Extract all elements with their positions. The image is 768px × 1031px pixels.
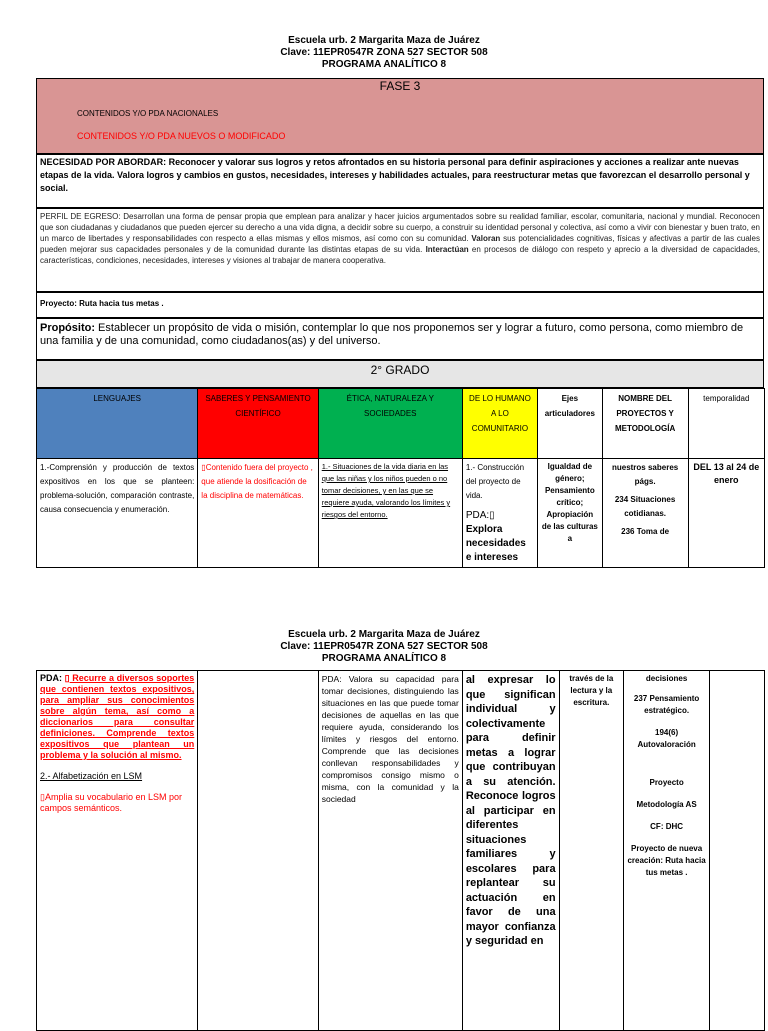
- necesidad-section: NECESIDAD POR ABORDAR: Reconocer y valorar sus logros y retos afrontados en su historia personal para definir aspiraciones y acciones a realizar ante nuevas etapas de la vida. Valora logros y cambios en gustos, necesidades, intereses y habilidades actuales, para reestructurar metas que favorezcan el desarrollo personal y social.: [36, 154, 764, 208]
- p2-cell-saberes: [198, 671, 318, 1031]
- column-header-saberes: SABERES Y PENSAMIENTO CIENTÍFICO: [198, 389, 318, 459]
- humano-pda-label: PDA:: [465, 510, 490, 521]
- perfil-text-3: en procesos de diálogo con respeto y aprecio a la diversidad de capacidades, características, condiciones, necesidades, intereses y visiones al trabajar de manera cooperativa.: [40, 245, 760, 265]
- cell-humano: [462, 459, 537, 568]
- nombre-line-2: 234 Situaciones cotidianas.: [614, 495, 676, 518]
- box-glyph-icon: ▯: [201, 463, 206, 472]
- p2-lenguajes-pda: [40, 673, 194, 761]
- proposito-label: Propósito:: [40, 322, 95, 334]
- p2-lenguajes-item-2: 2.- Alfabetización en LSM: [40, 771, 143, 781]
- perfil-egreso: [36, 208, 764, 292]
- contenidos-table-page2: [36, 670, 765, 1031]
- column-header-nombre: NOMBRE DEL PROYECTOS Y METODOLOGÍA: [602, 389, 688, 459]
- humano-pda: [466, 509, 534, 565]
- p2-nombre-line-6: CF: DHC: [650, 822, 684, 831]
- program-title: PROGRAMA ANALÍTICO 8: [321, 59, 447, 70]
- cell-saberes: [198, 459, 318, 568]
- humano-pda-text: Explora necesidades e intereses: [465, 524, 526, 563]
- proyecto-label: Proyecto: Ruta hacia tus metas .: [36, 292, 764, 318]
- contenidos-nuevos: CONTENIDOS Y/O PDA NUEVOS O MODIFICADO: [77, 131, 286, 141]
- school-clave: Clave: 11EPR0547R ZONA 527 SECTOR 508: [280, 47, 488, 58]
- p2-nombre-line-5: Metodología AS: [636, 800, 697, 809]
- column-header-humano: DE LO HUMANO A LO COMUNITARIO: [462, 389, 537, 459]
- box-glyph-icon: ▯: [64, 673, 70, 683]
- proposito-section: [36, 318, 764, 360]
- grado-banner: 2° GRADO: [36, 360, 764, 388]
- cell-nombre: [602, 459, 688, 568]
- box-glyph-icon: ▯: [40, 792, 45, 802]
- p2-cell-temporalidad: [710, 671, 765, 1031]
- p2-lenguajes-item-3: [40, 792, 194, 814]
- p2-nombre-line-3: 194(6) Autovaloración: [637, 728, 696, 749]
- p2-cell-humano: al expresar lo que significan individual y colectivamente para definir metas a lograr que contribuyan a su atención. Reconoce logros al participar en diferentes situaciones familiares y escolares para replantear su actuación en favor de una mayor confianza y seguridad en: [462, 671, 559, 1031]
- p2-cell-ejes: través de la lectura y la escritura.: [559, 671, 624, 1031]
- contenidos-table-page1: [36, 388, 765, 568]
- program-title: PROGRAMA ANALÍTICO 8: [321, 653, 447, 664]
- cell-ejes: Igualdad de género; Pensamiento crítico; Apropiación de las culturas a: [538, 459, 603, 568]
- document-header-page2: [0, 629, 768, 665]
- perfil-bold-2: Interactúan: [425, 245, 469, 254]
- p2-cell-nombre: [624, 671, 710, 1031]
- fase-section: [36, 78, 764, 154]
- perfil-text-2: sus potencialidades cognitivas, físicas y afectivas a partir de las cuales pueden mejorar sus capacidades personales y de la comunidad durante las distintas etapas de su vida.: [40, 234, 761, 254]
- saberes-text: Contenido fuera del proyecto , que atiende la dosificación de la disciplina de matemáticas.: [201, 463, 313, 500]
- p2-cell-lenguajes: [37, 671, 198, 1031]
- column-header-lenguajes: LENGUAJES: [37, 389, 198, 459]
- p2-nombre-line-1: decisiones: [645, 674, 688, 683]
- cell-etica: 1.- Situaciones de la vida diaria en las que las niñas y los niños pueden o no tomar decisiones, y en las que se requiere ayuda, valorando los límites y riesgos del entorno.: [318, 459, 462, 568]
- perfil-text-1: PERFIL DE EGRESO: Desarrollan una forma de pensar propia que emplean para analizar y hacer juicios argumentados sobre su realidad familiar, escolar, comunitaria, nacional y mundial. Reconocen que son ciudadanas y ciudadanos que pueden ejercer su derecho a una vida digna, a decidir sobre su cuerpo, a construir su identidad personal y colectiva, así como a vivir con bienestar y buen trato, en un marco de libertades y responsabilidades con respecto a ellas mismas y ellos mismos, así como con su comunidad.: [40, 212, 760, 243]
- school-name: Escuela urb. 2 Margarita Maza de Juárez: [288, 629, 480, 640]
- contenidos-nacionales: CONTENIDOS Y/O PDA NACIONALES: [77, 109, 219, 118]
- cell-lenguajes: 1.-Comprensión y producción de textos expositivos en los que se planteen: problema-solución, comparación contraste, causa consecuencia y enumeración.: [37, 459, 198, 568]
- humano-item-1: 1.- Construcción del proyecto de vida.: [465, 463, 525, 500]
- school-name: Escuela urb. 2 Margarita Maza de Juárez: [288, 35, 480, 46]
- column-header-etica: ÉTICA, NATURALEZA Y SOCIEDADES: [318, 389, 462, 459]
- p2-nombre-line-7: Proyecto de nueva creación: Ruta hacia tus metas .: [627, 844, 706, 877]
- column-header-ejes: Ejes articuladores: [538, 389, 603, 459]
- nombre-line-1: nuestros saberes págs.: [611, 463, 679, 486]
- p2-lenguajes-item-3-text: Amplia su vocabulario en LSM por campos semánticos.: [40, 792, 183, 813]
- nombre-line-3: 236 Toma de: [621, 527, 670, 536]
- column-header-temporalidad: temporalidad: [688, 389, 764, 459]
- p2-lenguajes-pda-text: Recurre a diversos soportes que contienen textos expositivos, para ampliar sus conocimientos sobre algún tema, así como a diccionarios para consultar definiciones. Comprende textos expositivos que plantean un problema y la solución al mismo.: [40, 673, 195, 760]
- document-header: [0, 35, 768, 71]
- school-clave: Clave: 11EPR0547R ZONA 527 SECTOR 508: [280, 641, 488, 652]
- fase-title: FASE 3: [379, 79, 421, 93]
- p2-nombre-line-2: 237 Pensamiento estratégico.: [633, 694, 700, 715]
- box-glyph-icon: ▯: [489, 510, 495, 521]
- proposito-text: Establecer un propósito de vida o misión, contemplar lo que nos proponemos ser y lograr a futuro, como persona, como miembro de una familia y de una comunidad, como ciudadanos(as) y del universo.: [40, 322, 744, 347]
- p2-cell-etica: PDA: Valora su capacidad para tomar decisiones, distinguiendo las situaciones en las que puede tomar decisiones de aquellas en las que requiere ayuda, considerando los límites y riesgos del entorno. Comprende que las decisiones conllevan responsabilidades y compromisos consigo mismo o misma, con la comunidad y la sociedad: [318, 671, 462, 1031]
- cell-temporalidad: DEL 13 al 24 de enero: [688, 459, 764, 568]
- p2-pda-label: PDA:: [40, 673, 65, 683]
- perfil-bold-1: Valoran: [471, 234, 501, 243]
- p2-nombre-line-4: Proyecto: [649, 778, 684, 787]
